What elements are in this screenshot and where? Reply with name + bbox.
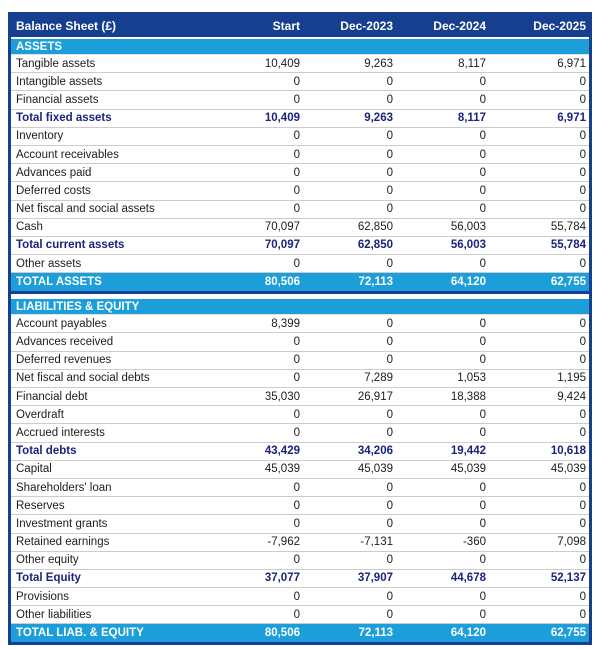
column-header: Dec-2023 [340,19,393,33]
table-row-label: Cash [16,221,43,234]
table-row [11,515,589,533]
table-row-value: 0 [386,184,393,197]
table-row-label: Other equity [16,554,79,567]
table-row [11,333,589,351]
subtotal-row-value: 62,850 [357,239,393,252]
table-row-label: Net fiscal and social assets [16,203,155,216]
table-row-value: 0 [386,166,393,179]
subtotal-row-value: 37,077 [264,572,300,585]
subtotal-row-value: 56,003 [450,239,486,252]
table-row-label: Account payables [16,317,107,330]
table-row-value: 0 [293,75,300,88]
table-row-value: 7,289 [364,372,393,385]
subtotal-row [11,110,589,128]
subtotal-row-value: 44,678 [450,572,486,585]
subtotal-row-value: 43,429 [264,445,300,458]
section-total-row-value: 80,506 [264,627,300,640]
subtotal-row-value: 70,097 [264,239,300,252]
table-row-value: 0 [386,257,393,270]
table-row-value: 0 [479,354,486,367]
subtotal-row [11,237,589,255]
table-row-value: 0 [479,75,486,88]
table-row-value: 0 [386,499,393,512]
table-row [11,91,589,109]
table-row-value: 10,409 [264,57,300,70]
table-row-value: 0 [386,148,393,161]
table-row-value: 0 [386,93,393,106]
table-row-value: 0 [293,590,300,603]
table-row-label: Retained earnings [16,536,110,549]
table-row [11,588,589,606]
table-row-label: Other liabilities [16,608,92,621]
column-header: Dec-2024 [433,19,486,33]
table-row-label: Intangible assets [16,75,103,88]
table-row-value: 0 [579,481,586,494]
section-total-row-value: 64,120 [450,627,486,640]
table-row [11,461,589,479]
table-row [11,479,589,497]
table-row-value: 0 [579,426,586,439]
table-row-value: 0 [386,590,393,603]
table-row-value: 0 [386,203,393,216]
table-row-label: Advances received [16,336,114,349]
table-row-value: 0 [479,554,486,567]
table-row-label: Advances paid [16,166,92,179]
table-row-value: 26,917 [357,390,393,403]
table-row [11,534,589,552]
section-total-row-label: TOTAL ASSETS [16,276,102,289]
table-row [11,128,589,146]
table-row-value: 0 [293,130,300,143]
table-row-value: 1,053 [457,372,486,385]
table-row-value: 0 [579,590,586,603]
table-row-value: 0 [579,408,586,421]
table-row-value: 62,850 [357,221,393,234]
table-row [11,73,589,91]
table-row-value: 0 [293,166,300,179]
section-total-row-value: 80,506 [264,276,300,289]
table-row-value: 45,039 [264,463,300,476]
table-row-label: Deferred costs [16,184,91,197]
section-header-label: ASSETS [16,40,63,53]
table-row [11,606,589,624]
table-row-value: 45,039 [450,463,486,476]
table-row-value: 0 [386,408,393,421]
table-row-label: Financial debt [16,390,88,403]
column-header: Dec-2025 [533,19,586,33]
table-row-label: Other assets [16,257,82,270]
table-body [11,39,589,642]
section-total-row-value: 62,755 [550,627,586,640]
table-row-value: 45,039 [357,463,393,476]
table-row [11,352,589,370]
subtotal-row-value: 52,137 [550,572,586,585]
table-row-value: 0 [479,148,486,161]
table-row [11,146,589,164]
table-row-value: 0 [479,317,486,330]
table-row-value: 9,424 [557,390,586,403]
section-header [11,299,589,315]
section-total-row [11,273,589,291]
table-row-value: 0 [386,608,393,621]
table-row [11,55,589,73]
table-row-value: 0 [579,354,586,367]
table-row-label: Inventory [16,130,64,143]
section-total-row [11,624,589,642]
table-row-label: Capital [16,463,52,476]
table-row-value: 0 [579,317,586,330]
subtotal-row-value: 9,263 [364,112,393,125]
subtotal-row-value: 10,618 [550,445,586,458]
table-row [11,201,589,219]
table-row-label: Financial assets [16,93,99,106]
table-title: Balance Sheet (£) [16,19,117,33]
table-row-value: 45,039 [550,463,586,476]
table-row-value: 0 [579,75,586,88]
table-row-value: 0 [479,517,486,530]
table-row [11,219,589,237]
table-row-value: 0 [293,426,300,439]
table-row-value: 0 [579,517,586,530]
subtotal-row-value: 10,409 [264,112,300,125]
table-row-value: 0 [479,499,486,512]
table-row [11,424,589,442]
table-row [11,164,589,182]
table-row-label: Accrued interests [16,426,105,439]
table-row-value: 56,003 [450,221,486,234]
table-row-value: 8,117 [458,57,486,70]
table-row-value: 0 [293,372,300,385]
table-row-label: Reserves [16,499,65,512]
table-row-value: 0 [293,408,300,421]
table-row-label: Investment grants [16,517,108,530]
table-row-label: Overdraft [16,408,64,421]
table-row-value: 70,097 [264,221,300,234]
table-row-value: 0 [293,517,300,530]
subtotal-row-value: 37,907 [357,572,393,585]
table-row [11,497,589,515]
table-row-value: 0 [579,257,586,270]
table-row-value: 0 [579,554,586,567]
table-row-value: 0 [479,166,486,179]
table-row-value: 0 [386,426,393,439]
table-row-value: 0 [479,130,486,143]
section-total-row-value: 64,120 [450,276,486,289]
table-row-value: 0 [386,554,393,567]
table-row-value: 0 [293,554,300,567]
table-row-value: 0 [579,166,586,179]
table-row [11,388,589,406]
column-header: Start [272,19,300,33]
section-header [11,39,589,55]
table-row-value: 0 [579,130,586,143]
subtotal-row [11,443,589,461]
table-row-value: 0 [293,499,300,512]
table-row-label: Shareholders' loan [16,481,112,494]
table-row-value: 0 [293,481,300,494]
table-row-value: 0 [479,608,486,621]
table-row-value: 0 [479,481,486,494]
subtotal-row-value: 8,117 [457,112,486,125]
table-row-value: -360 [462,536,486,549]
table-row-value: 0 [579,148,586,161]
table-row-value: 0 [293,184,300,197]
table-row-value: 0 [579,336,586,349]
table-row-value: 0 [293,354,300,367]
table-row-value: 55,784 [550,221,586,234]
table-row-value: 0 [479,426,486,439]
section-total-row-value: 72,113 [358,276,393,289]
table-row-value: 9,263 [364,57,393,70]
table-row-value: 0 [386,517,393,530]
table-row-label: Account receivables [16,148,119,161]
table-row-value: 0 [293,148,300,161]
table-row [11,552,589,570]
table-row-value: 0 [579,93,586,106]
section-total-row-value: 72,113 [358,627,393,640]
table-row [11,255,589,273]
table-row-value: 35,030 [264,390,300,403]
table-row-value: 0 [579,608,586,621]
table-row-value: 0 [386,75,393,88]
table-row-value: 0 [479,184,486,197]
table-row-value: 6,971 [557,57,586,70]
table-row-value: 0 [479,336,486,349]
subtotal-row-label: Total current assets [16,239,125,252]
subtotal-row-value: 19,442 [450,445,486,458]
table-row-value: 0 [293,608,300,621]
subtotal-row-label: Total Equity [16,572,81,585]
table-row-value: 8,399 [271,317,300,330]
table-row-value: 0 [479,590,486,603]
table-row-value: -7,962 [267,536,300,549]
table-row-value: 0 [386,130,393,143]
balance-sheet-table [8,12,592,645]
subtotal-row-value: 55,784 [550,239,586,252]
table-row-value: 0 [479,408,486,421]
table-row-label: Net fiscal and social debts [16,372,150,385]
table-row-value: 0 [386,481,393,494]
table-row-value: 0 [479,203,486,216]
table-row-label: Provisions [16,590,70,603]
table-row [11,182,589,200]
table-row-value: 0 [293,93,300,106]
subtotal-row-label: Total debts [16,445,77,458]
table-row-value: 0 [386,317,393,330]
table-row-label: Tangible assets [16,57,96,70]
table-row-value: 1,195 [557,372,586,385]
table-row-value: 0 [293,257,300,270]
subtotal-row-value: 6,971 [557,112,586,125]
table-row-value: 0 [579,203,586,216]
table-row-value: 18,388 [450,390,486,403]
section-header-label: LIABILITIES & EQUITY [16,300,140,313]
table-row [11,315,589,333]
table-row [11,406,589,424]
subtotal-row-value: 34,206 [357,445,393,458]
table-row-label: Deferred revenues [16,354,112,367]
section-total-row-label: TOTAL LIAB. & EQUITY [16,627,144,640]
section-total-row-value: 62,755 [550,276,586,289]
table-header-row [11,15,589,39]
table-row-value: 0 [386,336,393,349]
table-row-value: 0 [293,336,300,349]
subtotal-row [11,570,589,588]
table-row-value: 7,098 [557,536,586,549]
table-row-value: 0 [386,354,393,367]
table-row-value: 0 [293,203,300,216]
table-row-value: 0 [579,184,586,197]
table-row-value: 0 [579,499,586,512]
table-row [11,370,589,388]
table-row-value: 0 [479,257,486,270]
subtotal-row-label: Total fixed assets [16,112,112,125]
table-row-value: -7,131 [360,536,393,549]
table-row-value: 0 [479,93,486,106]
